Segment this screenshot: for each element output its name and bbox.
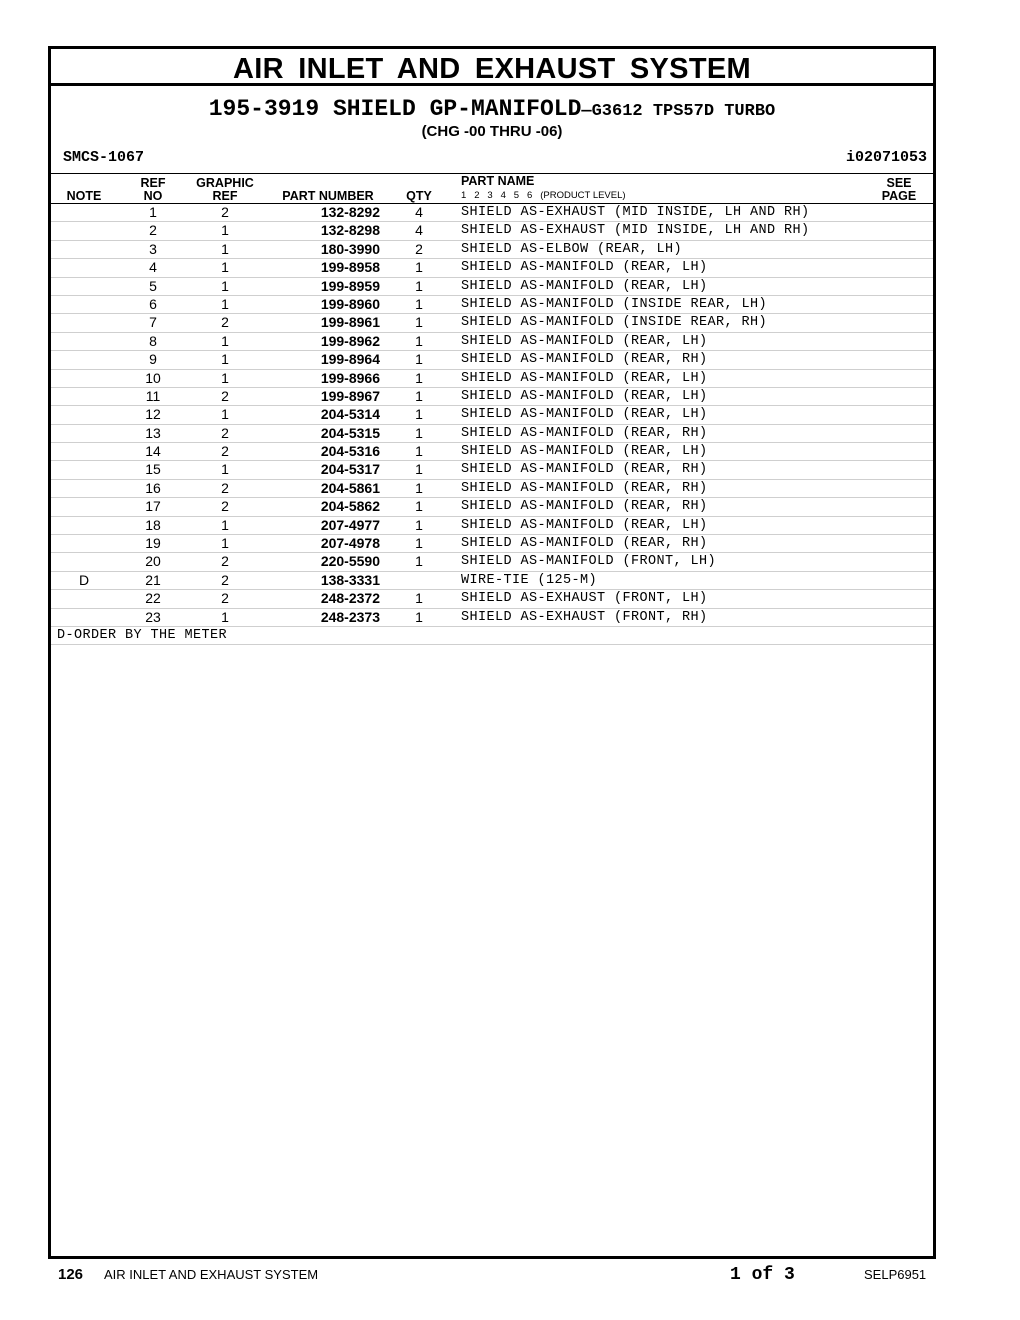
- col-header-part-number: PART NUMBER: [282, 189, 374, 203]
- table-row: [51, 553, 933, 571]
- col-header-part-name: PART NAME: [461, 174, 535, 188]
- qty-cell: 1: [415, 277, 423, 294]
- part-name-cell: SHIELD AS-MANIFOLD (REAR, LH): [461, 260, 708, 276]
- part-name-cell: SHIELD AS-MANIFOLD (REAR, RH): [461, 462, 708, 478]
- graphic-ref-cell: 1: [221, 277, 229, 294]
- col-header-ref-no: [133, 177, 173, 203]
- table-row: [51, 333, 933, 351]
- ref-no-cell: 2: [149, 222, 157, 239]
- footnote: D-ORDER BY THE METER: [51, 627, 933, 645]
- qty-cell: 1: [415, 406, 423, 423]
- col-header-note: NOTE: [66, 189, 102, 203]
- qty-cell: 1: [415, 443, 423, 460]
- table-row: [51, 425, 933, 443]
- graphic-ref-cell: 1: [221, 240, 229, 257]
- group-title-main: 195-3919 SHIELD GP-MANIFOLD: [208, 96, 582, 122]
- graphic-ref-cell: 1: [221, 259, 229, 276]
- graphic-ref-cell: 1: [221, 516, 229, 533]
- ref-no-cell: 7: [149, 314, 157, 331]
- col-header-qty: QTY: [406, 189, 432, 203]
- table-row: [51, 241, 933, 259]
- part-number-cell: 199-8964: [320, 351, 380, 368]
- graphic-ref-cell: 1: [221, 222, 229, 239]
- table-row: [51, 517, 933, 535]
- table-row: [51, 278, 933, 296]
- part-name-cell: SHIELD AS-MANIFOLD (REAR, LH): [461, 388, 708, 404]
- part-number-cell: 199-8960: [320, 295, 380, 312]
- graphic-ref-cell: 2: [221, 204, 229, 220]
- graphic-ref-cell: 1: [221, 406, 229, 423]
- part-name-cell: SHIELD AS-EXHAUST (MID INSIDE, LH AND RH): [461, 205, 810, 220]
- table-row: [51, 296, 933, 314]
- ref-no-cell: 8: [149, 332, 157, 349]
- graphic-ref-cell: 2: [221, 571, 229, 588]
- part-number-cell: 207-4978: [320, 535, 380, 552]
- table-row: [51, 388, 933, 406]
- table-row: [51, 498, 933, 516]
- ref-no-cell: 12: [145, 406, 161, 423]
- qty-cell: 1: [415, 498, 423, 515]
- qty-cell: 1: [415, 387, 423, 404]
- col-header-graphic-ref-line2: REF: [212, 189, 238, 203]
- table-row: [51, 314, 933, 332]
- part-number-cell: 204-5314: [320, 406, 380, 423]
- part-number-cell: 220-5590: [320, 553, 380, 570]
- ref-no-cell: 23: [145, 608, 161, 625]
- col-header-graphic-ref: [189, 177, 261, 203]
- graphic-ref-cell: 1: [221, 369, 229, 386]
- graphic-ref-cell: 2: [221, 424, 229, 441]
- ref-no-cell: 17: [145, 498, 161, 515]
- graphic-ref-cell: 1: [221, 295, 229, 312]
- qty-cell: 2: [415, 240, 423, 257]
- table-row: [51, 572, 933, 590]
- part-name-cell: SHIELD AS-MANIFOLD (REAR, LH): [461, 407, 708, 423]
- part-number-cell: 199-8961: [320, 314, 380, 331]
- part-number-cell: 132-8298: [320, 222, 380, 239]
- part-name-cell: SHIELD AS-EXHAUST (FRONT, LH): [461, 591, 708, 607]
- graphic-ref-cell: 1: [221, 461, 229, 478]
- part-name-cell: SHIELD AS-MANIFOLD (REAR, RH): [461, 536, 708, 552]
- page-frame: [48, 46, 936, 1259]
- table-row: [51, 609, 933, 627]
- part-number-cell: 138-3331: [320, 571, 380, 588]
- part-name-cell: SHIELD AS-MANIFOLD (REAR, LH): [461, 444, 708, 460]
- part-name-cell: SHIELD AS-MANIFOLD (INSIDE REAR, RH): [461, 315, 768, 331]
- ref-no-cell: 4: [149, 259, 157, 276]
- ref-no-cell: 14: [145, 443, 161, 460]
- part-name-cell: SHIELD AS-MANIFOLD (REAR, RH): [461, 425, 708, 441]
- graphic-ref-cell: 2: [221, 553, 229, 570]
- col-header-see-page: [873, 177, 925, 203]
- ref-no-cell: 5: [149, 277, 157, 294]
- graphic-ref-cell: 2: [221, 443, 229, 460]
- col-header-ref-no-line2: NO: [143, 189, 163, 203]
- ref-no-cell: 10: [145, 369, 161, 386]
- part-name-cell: SHIELD AS-MANIFOLD (REAR, RH): [461, 499, 708, 515]
- table-row: [51, 461, 933, 479]
- part-number-cell: 180-3990: [320, 240, 380, 257]
- qty-cell: 1: [415, 424, 423, 441]
- parts-table: [51, 204, 933, 645]
- part-number-cell: 248-2373: [320, 608, 380, 625]
- part-name-cell: SHIELD AS-MANIFOLD (REAR, LH): [461, 517, 708, 533]
- note-cell: D: [78, 571, 90, 588]
- part-number-cell: 207-4977: [320, 516, 380, 533]
- ref-no-cell: 21: [145, 571, 161, 588]
- part-name-cell: SHIELD AS-MANIFOLD (REAR, LH): [461, 370, 708, 386]
- graphic-ref-cell: 2: [221, 479, 229, 496]
- ref-no-cell: 15: [145, 461, 161, 478]
- part-number-cell: 199-8966: [320, 369, 380, 386]
- graphic-ref-cell: 1: [221, 351, 229, 368]
- col-header-graphic-ref-line1: GRAPHIC: [196, 176, 254, 190]
- page-of-count: 1 of 3: [730, 1265, 795, 1285]
- part-number-cell: 204-5862: [320, 498, 380, 515]
- qty-cell: 1: [415, 295, 423, 312]
- qty-cell: 1: [415, 608, 423, 625]
- part-name-cell: SHIELD AS-MANIFOLD (REAR, LH): [461, 278, 708, 294]
- graphic-ref-cell: 1: [221, 535, 229, 552]
- part-name-cell: SHIELD AS-EXHAUST (MID INSIDE, LH AND RH): [461, 223, 810, 239]
- col-header-product-level: 1 2 3 4 5 6 (PRODUCT LEVEL): [461, 190, 626, 201]
- part-number-cell: 199-8967: [320, 387, 380, 404]
- part-number-cell: 204-5861: [320, 479, 380, 496]
- part-name-cell: SHIELD AS-EXHAUST (FRONT, RH): [461, 609, 708, 625]
- qty-cell: 1: [415, 332, 423, 349]
- footer-section-title: AIR INLET AND EXHAUST SYSTEM: [104, 1267, 319, 1282]
- table-row: [51, 222, 933, 240]
- part-name-cell: SHIELD AS-ELBOW (REAR, LH): [461, 241, 683, 257]
- table-row: [51, 204, 933, 222]
- ref-no-cell: 9: [149, 351, 157, 368]
- qty-cell: 1: [415, 479, 423, 496]
- graphic-ref-cell: 2: [221, 314, 229, 331]
- graphic-ref-cell: 1: [221, 608, 229, 625]
- qty-cell: 1: [415, 461, 423, 478]
- ref-no-cell: 16: [145, 479, 161, 496]
- ref-no-cell: 11: [145, 387, 161, 404]
- ref-no-cell: 6: [149, 295, 157, 312]
- part-number-cell: 204-5315: [320, 424, 380, 441]
- part-number-cell: 199-8958: [320, 259, 380, 276]
- qty-cell: 1: [415, 553, 423, 570]
- ref-no-cell: 22: [145, 590, 161, 607]
- part-number-cell: 248-2372: [320, 590, 380, 607]
- part-number-cell: 204-5317: [320, 461, 380, 478]
- col-header-see-page-line2: PAGE: [881, 189, 917, 203]
- document-id: i02071053: [845, 149, 927, 166]
- graphic-ref-cell: 2: [221, 387, 229, 404]
- qty-cell: 1: [415, 516, 423, 533]
- ref-no-cell: 3: [149, 240, 157, 257]
- group-title-suffix: —G3612 TPS57D TURBO: [581, 102, 776, 121]
- graphic-ref-cell: 2: [221, 498, 229, 515]
- part-name-cell: SHIELD AS-MANIFOLD (INSIDE REAR, LH): [461, 296, 768, 312]
- table-row: [51, 406, 933, 424]
- table-row: [51, 480, 933, 498]
- ref-no-cell: 20: [145, 553, 161, 570]
- part-name-cell: SHIELD AS-MANIFOLD (REAR, RH): [461, 480, 708, 496]
- ref-no-cell: 13: [145, 424, 161, 441]
- part-number-cell: 199-8962: [320, 332, 380, 349]
- qty-cell: 1: [415, 259, 423, 276]
- part-number-cell: 132-8292: [320, 204, 380, 220]
- qty-cell: 1: [415, 369, 423, 386]
- part-name-cell: SHIELD AS-MANIFOLD (REAR, RH): [461, 352, 708, 368]
- col-header-ref-no-line1: REF: [140, 176, 166, 190]
- table-row: [51, 259, 933, 277]
- table-row: [51, 590, 933, 608]
- qty-cell: 1: [415, 535, 423, 552]
- document-code: SELP6951: [864, 1267, 927, 1282]
- graphic-ref-cell: 1: [221, 332, 229, 349]
- qty-cell: 1: [415, 351, 423, 368]
- table-row: [51, 535, 933, 553]
- ref-no-cell: 1: [149, 204, 157, 220]
- qty-cell: 4: [415, 222, 423, 239]
- qty-cell: 4: [415, 204, 423, 220]
- change-range: (CHG -00 THRU -06): [421, 123, 563, 140]
- page-number: 126: [58, 1266, 84, 1283]
- smcs-code: SMCS-1067: [63, 149, 145, 166]
- group-title: [51, 96, 933, 125]
- qty-cell: 1: [415, 590, 423, 607]
- table-row: [51, 443, 933, 461]
- part-name-cell: WIRE-TIE (125-M): [461, 572, 598, 588]
- part-number-cell: 199-8959: [320, 277, 380, 294]
- part-number-cell: 204-5316: [320, 443, 380, 460]
- qty-cell: 1: [415, 314, 423, 331]
- part-name-cell: SHIELD AS-MANIFOLD (FRONT, LH): [461, 554, 717, 570]
- section-title: AIR INLET AND EXHAUST SYSTEM: [51, 49, 933, 86]
- graphic-ref-cell: 2: [221, 590, 229, 607]
- table-row: [51, 351, 933, 369]
- table-row: [51, 370, 933, 388]
- part-name-cell: SHIELD AS-MANIFOLD (REAR, LH): [461, 333, 708, 349]
- ref-no-cell: 18: [145, 516, 161, 533]
- ref-no-cell: 19: [145, 535, 161, 552]
- col-header-see-page-line1: SEE: [886, 176, 912, 190]
